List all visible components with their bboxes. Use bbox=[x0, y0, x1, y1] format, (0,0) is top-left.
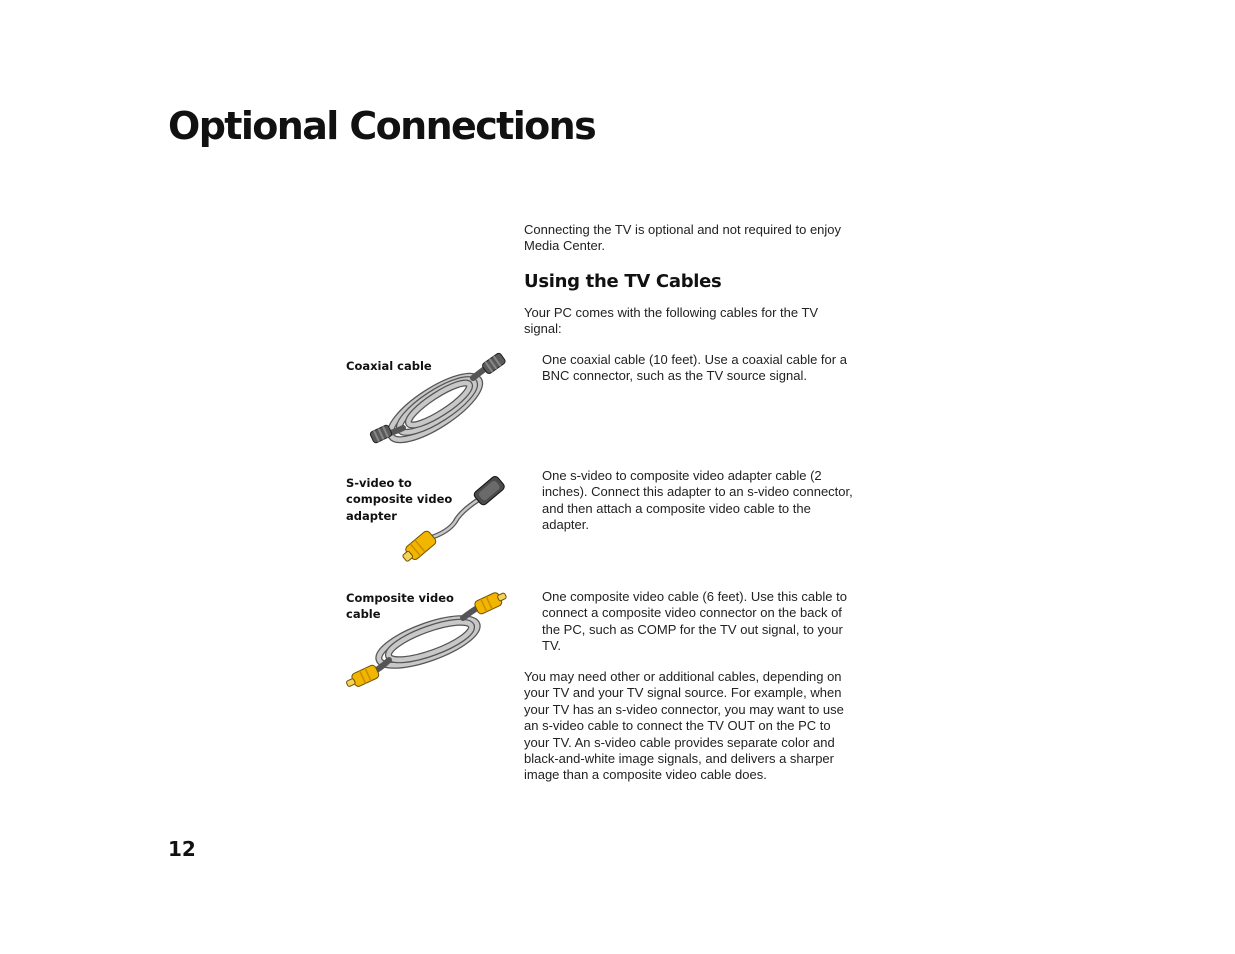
section-heading: Using the TV Cables bbox=[524, 271, 722, 292]
composite-cable-icon bbox=[343, 590, 508, 695]
caption-composite-cable: Composite video cable bbox=[346, 591, 454, 622]
caption-svideo-adapter: S-video to composite video adapter bbox=[346, 476, 453, 523]
svideo-adapter-icon bbox=[400, 470, 510, 565]
description-composite-cable: One composite video cable (6 feet). Use this cable to connect a composite video connector on the back of the PC, such as COMP for the TV out signal, to your TV. bbox=[542, 589, 847, 654]
page-number: 12 bbox=[168, 837, 196, 861]
page-title: Optional Connections bbox=[168, 104, 596, 148]
intro-paragraph: Connecting the TV is optional and not required to enjoy Media Center. bbox=[524, 222, 842, 254]
description-svideo-adapter: One s-video to composite video adapter cable (2 inches). Connect this adapter to an s-video connector, and then attach a composite video cable to the adapter. bbox=[542, 468, 853, 533]
closing-paragraph: You may need other or additional cables, depending on your TV and your TV signal source. For example, when your TV has an s-video connector, you may want to use an s-video cable to connect the TV OUT on the PC to your TV. An s-video cable provides separate color and black-and-white image signals, and delivers a sharper image than a composite video cable does. bbox=[524, 669, 844, 783]
section-lead-paragraph: Your PC comes with the following cables for the TV signal: bbox=[524, 305, 819, 337]
description-coaxial-cable: One coaxial cable (10 feet). Use a coaxial cable for a BNC connector, such as the TV source signal. bbox=[542, 352, 847, 384]
caption-coaxial-cable: Coaxial cable bbox=[346, 359, 432, 373]
coaxial-cable-icon bbox=[365, 350, 515, 446]
